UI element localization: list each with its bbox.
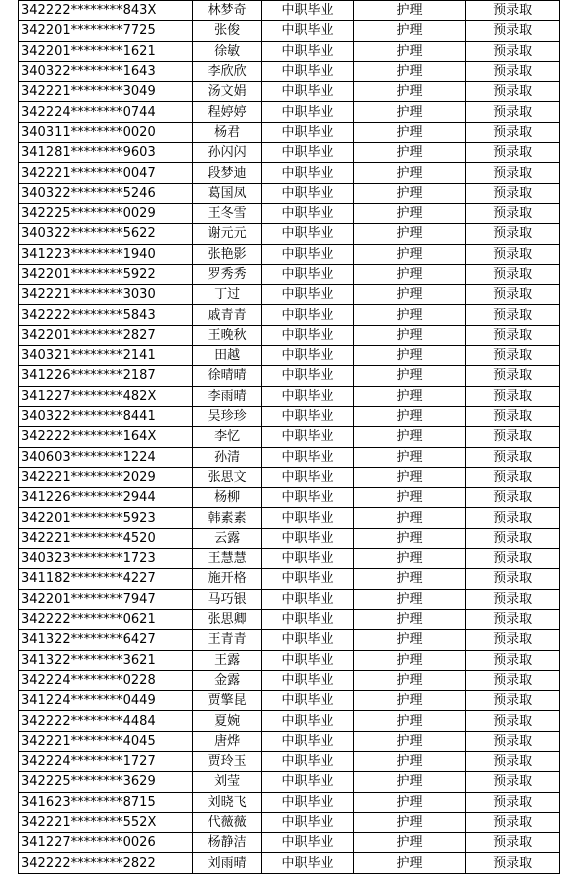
admission-status-cell: 预录取 [466,528,560,548]
education-cell: 中职毕业 [262,711,354,731]
table-row [19,1,560,21]
table-row [19,812,560,832]
major-cell: 护理 [353,691,465,711]
table-row [19,305,560,325]
id-number-cell: 342201********5922 [19,264,193,284]
admission-status-cell: 预录取 [466,102,560,122]
student-name-cell: 王青青 [193,630,262,650]
major-cell: 护理 [353,731,465,751]
student-name-cell: 戚青青 [193,305,262,325]
id-number-cell: 341224********0449 [19,691,193,711]
table-row [19,82,560,102]
major-cell: 护理 [353,285,465,305]
admission-status-cell: 预录取 [466,1,560,21]
education-cell: 中职毕业 [262,589,354,609]
student-name-cell: 刘晓飞 [193,792,262,812]
education-cell: 中职毕业 [262,812,354,832]
table-row [19,833,560,853]
admission-status-cell: 预录取 [466,346,560,366]
admission-status-cell: 预录取 [466,792,560,812]
student-name-cell: 夏婉 [193,711,262,731]
education-cell: 中职毕业 [262,61,354,81]
student-name-cell: 贾擎昆 [193,691,262,711]
id-number-cell: 342222********0621 [19,609,193,629]
education-cell: 中职毕业 [262,528,354,548]
major-cell: 护理 [353,772,465,792]
table-row [19,244,560,264]
student-name-cell: 林梦奇 [193,1,262,21]
id-number-cell: 340603********1224 [19,447,193,467]
education-cell: 中职毕业 [262,183,354,203]
major-cell: 护理 [353,528,465,548]
education-cell: 中职毕业 [262,224,354,244]
education-cell: 中职毕业 [262,609,354,629]
id-number-cell: 342221********3049 [19,82,193,102]
student-name-cell: 吴珍珍 [193,406,262,426]
id-number-cell: 342221********4520 [19,528,193,548]
admission-status-cell: 预录取 [466,589,560,609]
education-cell: 中职毕业 [262,143,354,163]
major-cell: 护理 [353,82,465,102]
admission-status-cell: 预录取 [466,244,560,264]
education-cell: 中职毕业 [262,122,354,142]
table-row [19,366,560,386]
student-name-cell: 李欣欣 [193,61,262,81]
student-name-cell: 田越 [193,346,262,366]
student-name-cell: 葛国凤 [193,183,262,203]
student-name-cell: 杨君 [193,122,262,142]
major-cell: 护理 [353,467,465,487]
student-name-cell: 王晚秋 [193,325,262,345]
table-row [19,589,560,609]
id-number-cell: 341322********3621 [19,650,193,670]
student-name-cell: 刘莹 [193,772,262,792]
major-cell: 护理 [353,346,465,366]
major-cell: 护理 [353,102,465,122]
table-row [19,41,560,61]
major-cell: 护理 [353,630,465,650]
student-name-cell: 王露 [193,650,262,670]
admission-status-cell: 预录取 [466,691,560,711]
education-cell: 中职毕业 [262,467,354,487]
table-row [19,447,560,467]
table-row [19,609,560,629]
student-name-cell: 谢元元 [193,224,262,244]
id-number-cell: 342224********0228 [19,670,193,690]
table-row [19,711,560,731]
admission-status-cell: 预录取 [466,731,560,751]
id-number-cell: 341182********4227 [19,569,193,589]
table-row [19,224,560,244]
id-number-cell: 342222********843X [19,1,193,21]
admission-status-cell: 预录取 [466,224,560,244]
id-number-cell: 342222********4484 [19,711,193,731]
education-cell: 中职毕业 [262,285,354,305]
id-number-cell: 340311********0020 [19,122,193,142]
table-row [19,325,560,345]
major-cell: 护理 [353,366,465,386]
education-cell: 中职毕业 [262,82,354,102]
major-cell: 护理 [353,488,465,508]
major-cell: 护理 [353,609,465,629]
education-cell: 中职毕业 [262,508,354,528]
admission-status-cell: 预录取 [466,488,560,508]
admission-status-cell: 预录取 [466,264,560,284]
table-row [19,102,560,122]
major-cell: 护理 [353,21,465,41]
student-name-cell: 金露 [193,670,262,690]
id-number-cell: 342224********1727 [19,751,193,771]
id-number-cell: 341227********0026 [19,833,193,853]
education-cell: 中职毕业 [262,346,354,366]
major-cell: 护理 [353,325,465,345]
id-number-cell: 342225********0029 [19,203,193,223]
major-cell: 护理 [353,427,465,447]
table-row [19,406,560,426]
table-row [19,467,560,487]
major-cell: 护理 [353,122,465,142]
student-name-cell: 韩素素 [193,508,262,528]
major-cell: 护理 [353,508,465,528]
education-cell: 中职毕业 [262,386,354,406]
admission-status-cell: 预录取 [466,812,560,832]
admission-status-cell: 预录取 [466,386,560,406]
student-name-cell: 马巧银 [193,589,262,609]
student-name-cell: 徐敏 [193,41,262,61]
id-number-cell: 341226********2187 [19,366,193,386]
education-cell: 中职毕业 [262,650,354,670]
table-row [19,21,560,41]
id-number-cell: 342222********2822 [19,853,193,873]
admission-status-cell: 预录取 [466,447,560,467]
admission-status-cell: 预录取 [466,711,560,731]
table-row [19,122,560,142]
admission-status-cell: 预录取 [466,285,560,305]
table-row [19,670,560,690]
education-cell: 中职毕业 [262,325,354,345]
id-number-cell: 341281********9603 [19,143,193,163]
id-number-cell: 341226********2944 [19,488,193,508]
student-name-cell: 云露 [193,528,262,548]
id-number-cell: 342222********164X [19,427,193,447]
id-number-cell: 342221********2029 [19,467,193,487]
education-cell: 中职毕业 [262,488,354,508]
student-name-cell: 李忆 [193,427,262,447]
id-number-cell: 342221********552X [19,812,193,832]
id-number-cell: 341623********8715 [19,792,193,812]
table-row [19,792,560,812]
education-cell: 中职毕业 [262,203,354,223]
major-cell: 护理 [353,224,465,244]
student-name-cell: 杨柳 [193,488,262,508]
education-cell: 中职毕业 [262,21,354,41]
admission-status-cell: 预录取 [466,143,560,163]
student-name-cell: 刘雨晴 [193,853,262,873]
table-row [19,61,560,81]
major-cell: 护理 [353,143,465,163]
admission-status-cell: 预录取 [466,305,560,325]
admission-status-cell: 预录取 [466,21,560,41]
major-cell: 护理 [353,183,465,203]
education-cell: 中职毕业 [262,41,354,61]
table-row [19,285,560,305]
table-row [19,549,560,569]
student-name-cell: 张思卿 [193,609,262,629]
table-row [19,264,560,284]
id-number-cell: 341223********1940 [19,244,193,264]
id-number-cell: 342221********3030 [19,285,193,305]
education-cell: 中职毕业 [262,569,354,589]
education-cell: 中职毕业 [262,163,354,183]
id-number-cell: 340322********8441 [19,406,193,426]
admission-status-cell: 预录取 [466,82,560,102]
education-cell: 中职毕业 [262,691,354,711]
admission-status-cell: 预录取 [466,751,560,771]
id-number-cell: 342201********2827 [19,325,193,345]
major-cell: 护理 [353,406,465,426]
education-cell: 中职毕业 [262,305,354,325]
admission-status-cell: 预录取 [466,772,560,792]
table-row [19,751,560,771]
education-cell: 中职毕业 [262,406,354,426]
major-cell: 护理 [353,1,465,21]
major-cell: 护理 [353,549,465,569]
id-number-cell: 342201********7947 [19,589,193,609]
education-cell: 中职毕业 [262,366,354,386]
student-name-cell: 贾玲玉 [193,751,262,771]
education-cell: 中职毕业 [262,244,354,264]
education-cell: 中职毕业 [262,731,354,751]
student-name-cell: 张俊 [193,21,262,41]
student-name-cell: 孙闪闪 [193,143,262,163]
student-name-cell: 程婷婷 [193,102,262,122]
admission-status-cell: 预录取 [466,183,560,203]
student-name-cell: 唐烨 [193,731,262,751]
admission-status-cell: 预录取 [466,670,560,690]
table-row [19,203,560,223]
admission-roster-table [18,0,560,874]
student-name-cell: 王冬雪 [193,203,262,223]
student-name-cell: 王慧慧 [193,549,262,569]
admission-status-cell: 预录取 [466,163,560,183]
major-cell: 护理 [353,386,465,406]
table-row [19,183,560,203]
student-name-cell: 徐晴晴 [193,366,262,386]
education-cell: 中职毕业 [262,264,354,284]
major-cell: 护理 [353,244,465,264]
student-name-cell: 罗秀秀 [193,264,262,284]
student-name-cell: 汤文娟 [193,82,262,102]
major-cell: 护理 [353,650,465,670]
education-cell: 中职毕业 [262,853,354,873]
id-number-cell: 341322********6427 [19,630,193,650]
student-name-cell: 孙清 [193,447,262,467]
admission-status-cell: 预录取 [466,122,560,142]
id-number-cell: 342224********0744 [19,102,193,122]
admission-status-cell: 预录取 [466,406,560,426]
major-cell: 护理 [353,751,465,771]
admission-status-cell: 预录取 [466,366,560,386]
admission-status-cell: 预录取 [466,609,560,629]
table-row [19,731,560,751]
admission-status-cell: 预录取 [466,833,560,853]
student-name-cell: 李雨晴 [193,386,262,406]
id-number-cell: 340322********5246 [19,183,193,203]
id-number-cell: 342221********0047 [19,163,193,183]
admission-status-cell: 预录取 [466,508,560,528]
education-cell: 中职毕业 [262,447,354,467]
id-number-cell: 340323********1723 [19,549,193,569]
id-number-cell: 342201********5923 [19,508,193,528]
admission-status-cell: 预录取 [466,853,560,873]
admission-status-cell: 预录取 [466,569,560,589]
major-cell: 护理 [353,203,465,223]
table-row [19,569,560,589]
major-cell: 护理 [353,812,465,832]
student-name-cell: 杨静洁 [193,833,262,853]
major-cell: 护理 [353,41,465,61]
table-row [19,143,560,163]
id-number-cell: 342201********7725 [19,21,193,41]
major-cell: 护理 [353,305,465,325]
student-name-cell: 张思文 [193,467,262,487]
table-row [19,772,560,792]
student-name-cell: 张艳影 [193,244,262,264]
id-number-cell: 342222********5843 [19,305,193,325]
table-row [19,488,560,508]
education-cell: 中职毕业 [262,833,354,853]
id-number-cell: 342221********4045 [19,731,193,751]
education-cell: 中职毕业 [262,670,354,690]
table-row [19,650,560,670]
admission-status-cell: 预录取 [466,630,560,650]
major-cell: 护理 [353,711,465,731]
major-cell: 护理 [353,792,465,812]
major-cell: 护理 [353,61,465,81]
major-cell: 护理 [353,589,465,609]
student-name-cell: 施开格 [193,569,262,589]
admission-status-cell: 预录取 [466,41,560,61]
major-cell: 护理 [353,163,465,183]
id-number-cell: 340321********2141 [19,346,193,366]
admission-status-cell: 预录取 [466,467,560,487]
id-number-cell: 342201********1621 [19,41,193,61]
education-cell: 中职毕业 [262,427,354,447]
education-cell: 中职毕业 [262,549,354,569]
table-row [19,508,560,528]
table-row [19,691,560,711]
education-cell: 中职毕业 [262,1,354,21]
major-cell: 护理 [353,569,465,589]
major-cell: 护理 [353,264,465,284]
admission-status-cell: 预录取 [466,427,560,447]
table-row [19,346,560,366]
admission-status-cell: 预录取 [466,650,560,670]
major-cell: 护理 [353,833,465,853]
education-cell: 中职毕业 [262,772,354,792]
table-row [19,163,560,183]
table-row [19,630,560,650]
major-cell: 护理 [353,853,465,873]
table-row [19,853,560,873]
table-row [19,386,560,406]
education-cell: 中职毕业 [262,630,354,650]
roster-body [19,1,560,874]
table-row [19,528,560,548]
admission-status-cell: 预录取 [466,325,560,345]
education-cell: 中职毕业 [262,792,354,812]
major-cell: 护理 [353,670,465,690]
admission-status-cell: 预录取 [466,203,560,223]
id-number-cell: 340322********1643 [19,61,193,81]
education-cell: 中职毕业 [262,102,354,122]
admission-status-cell: 预录取 [466,549,560,569]
student-name-cell: 代薇薇 [193,812,262,832]
id-number-cell: 342225********3629 [19,772,193,792]
table-row [19,427,560,447]
id-number-cell: 341227********482X [19,386,193,406]
student-name-cell: 丁过 [193,285,262,305]
student-name-cell: 段梦迪 [193,163,262,183]
major-cell: 护理 [353,447,465,467]
id-number-cell: 340322********5622 [19,224,193,244]
education-cell: 中职毕业 [262,751,354,771]
admission-status-cell: 预录取 [466,61,560,81]
